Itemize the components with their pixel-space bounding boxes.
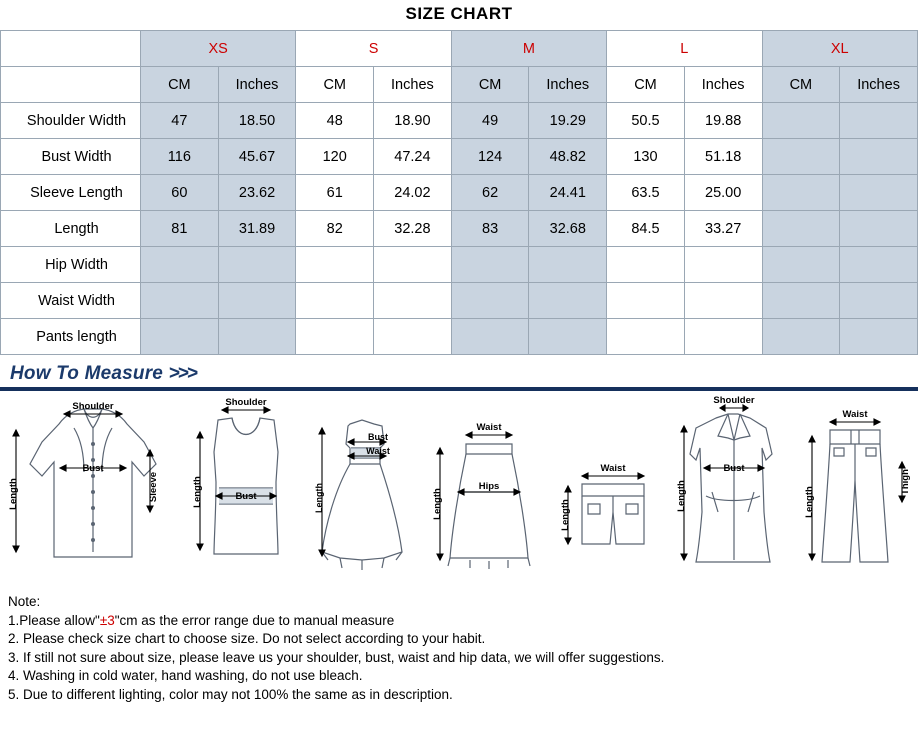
note-line: [8, 686, 918, 705]
table-cell: 51.18: [684, 139, 762, 175]
unit-header-m-cm: CM: [451, 67, 529, 103]
svg-text:Bust: Bust: [368, 432, 388, 442]
table-cell: 83: [451, 211, 529, 247]
table-cell: [451, 319, 529, 355]
table-cell: [840, 139, 918, 175]
table-cell: 25.00: [684, 175, 762, 211]
svg-text:Hips: Hips: [478, 481, 500, 492]
svg-text:Length: Length: [432, 488, 443, 520]
table-cell: 23.62: [218, 175, 296, 211]
table-row: [1, 247, 918, 283]
svg-text:Waist: Waist: [476, 422, 502, 433]
table-cell: [529, 283, 607, 319]
how-to-measure-text: How To Measure: [10, 363, 164, 384]
note-text: 4. Washing in cold water, hand washing, do not use bleach.: [8, 668, 363, 683]
table-cell: 120: [296, 139, 374, 175]
unit-header-s-inches: Inches: [374, 67, 452, 103]
figure-tank-top: [186, 392, 306, 587]
table-cell: 50.5: [607, 103, 685, 139]
table-cell: 130: [607, 139, 685, 175]
table-row: [1, 211, 918, 247]
table-cell: 116: [141, 139, 219, 175]
note-text: 1.Please allow": [8, 612, 100, 628]
svg-text:Length: Length: [560, 499, 571, 531]
figure-skirt: [426, 392, 544, 587]
table-cell: 33.27: [684, 211, 762, 247]
table-row: [1, 175, 918, 211]
table-row: [1, 139, 918, 175]
table-cell: [218, 319, 296, 355]
table-cell: 32.68: [529, 211, 607, 247]
table-cell: 32.28: [374, 211, 452, 247]
unit-header-xl-cm: CM: [762, 67, 840, 103]
size-header-s: S: [296, 31, 451, 67]
table-cell: [451, 283, 529, 319]
table-cell: [840, 211, 918, 247]
svg-text:Length: Length: [8, 478, 19, 510]
table-header-sizes: [1, 31, 918, 67]
figure-dress: [310, 392, 422, 587]
note-text: 3. If still not sure about size, please leave us your shoulder, bust, waist and hip data, we will offer suggestions.: [8, 649, 665, 665]
table-cell: 45.67: [218, 139, 296, 175]
svg-text:Shoulder: Shoulder: [713, 395, 755, 406]
how-to-measure-heading: [0, 363, 918, 385]
svg-text:Sleeve: Sleeve: [148, 471, 159, 503]
svg-text:Bust: Bust: [235, 491, 257, 502]
note-line: [8, 612, 918, 631]
row-label: Bust Width: [1, 139, 141, 175]
arrows-icon: >>>: [168, 363, 196, 384]
svg-text:Length: Length: [314, 483, 324, 513]
note-text: 2. Please check size chart to choose size. Do not select according to your habit.: [8, 631, 486, 646]
svg-text:Bust: Bust: [723, 463, 745, 474]
table-cell: [141, 283, 219, 319]
table-cell: [529, 319, 607, 355]
table-cell: 47: [141, 103, 219, 139]
row-label: Sleeve Length: [1, 175, 141, 211]
table-cell: [607, 247, 685, 283]
table-cell: [374, 247, 452, 283]
table-cell: [762, 283, 840, 319]
table-unit-corner-cell: [1, 67, 141, 103]
table-cell: 24.41: [529, 175, 607, 211]
unit-header-s-cm: CM: [296, 67, 374, 103]
table-cell: [296, 319, 374, 355]
measure-figures: [0, 391, 918, 587]
size-header-m: M: [451, 31, 606, 67]
note-line: [8, 667, 918, 686]
table-cell: [762, 247, 840, 283]
table-cell: 24.02: [374, 175, 452, 211]
table-cell: [684, 247, 762, 283]
note-line: [8, 649, 918, 668]
unit-header-m-inches: Inches: [529, 67, 607, 103]
table-cell: 31.89: [218, 211, 296, 247]
table-cell: 49: [451, 103, 529, 139]
table-cell: [762, 103, 840, 139]
table-cell: 62: [451, 175, 529, 211]
note-text: 5. Due to different lighting, color may not 100% the same as in description.: [8, 686, 453, 702]
unit-header-xs-cm: CM: [141, 67, 219, 103]
svg-text:Waist: Waist: [842, 409, 868, 420]
table-cell: 81: [141, 211, 219, 247]
table-header-units: [1, 67, 918, 103]
unit-header-xs-inches: Inches: [218, 67, 296, 103]
table-cell: [529, 247, 607, 283]
table-cell: [607, 319, 685, 355]
row-label: Waist Width: [1, 283, 141, 319]
table-cell: [840, 247, 918, 283]
note-text-tail: "cm as the error range due to manual measure: [114, 612, 395, 628]
table-cell: 18.90: [374, 103, 452, 139]
size-chart-table: [0, 30, 918, 355]
figure-blouse: [4, 392, 182, 587]
svg-text:Waist: Waist: [366, 446, 390, 456]
table-cell: [374, 283, 452, 319]
svg-text:Length: Length: [804, 486, 815, 518]
table-cell: [762, 211, 840, 247]
table-cell: [840, 103, 918, 139]
svg-text:Thigh: Thigh: [900, 469, 911, 495]
svg-text:Length: Length: [192, 476, 203, 508]
unit-header-xl-inches: Inches: [840, 67, 918, 103]
row-label: Pants length: [1, 319, 141, 355]
table-cell: [218, 247, 296, 283]
table-cell: [762, 139, 840, 175]
table-cell: 61: [296, 175, 374, 211]
table-cell: [296, 283, 374, 319]
table-cell: [607, 283, 685, 319]
table-cell: 48: [296, 103, 374, 139]
table-cell: [141, 247, 219, 283]
table-cell: [296, 247, 374, 283]
table-cell: [141, 319, 219, 355]
size-header-l: L: [607, 31, 762, 67]
note-line: [8, 630, 918, 649]
table-cell: [840, 319, 918, 355]
table-cell: [840, 283, 918, 319]
figure-shorts: [548, 392, 668, 587]
table-row: [1, 283, 918, 319]
table-cell: 19.29: [529, 103, 607, 139]
figure-coat: [672, 392, 792, 587]
table-cell: 48.82: [529, 139, 607, 175]
table-cell: 82: [296, 211, 374, 247]
table-cell: [451, 247, 529, 283]
note-highlight: ±3: [99, 612, 115, 628]
row-label: Shoulder Width: [1, 103, 141, 139]
size-header-xl: XL: [762, 31, 918, 67]
table-cell: [374, 319, 452, 355]
table-cell: 18.50: [218, 103, 296, 139]
table-row: [1, 319, 918, 355]
table-cell: 63.5: [607, 175, 685, 211]
table-cell: 19.88: [684, 103, 762, 139]
table-cell: [218, 283, 296, 319]
row-label: Hip Width: [1, 247, 141, 283]
table-cell: 60: [141, 175, 219, 211]
table-cell: 84.5: [607, 211, 685, 247]
svg-text:Bust: Bust: [82, 463, 104, 474]
table-row: [1, 103, 918, 139]
table-cell: 124: [451, 139, 529, 175]
table-cell: 47.24: [374, 139, 452, 175]
table-corner-cell: [1, 31, 141, 67]
notes-heading: Note:: [8, 594, 41, 609]
row-label: Length: [1, 211, 141, 247]
table-cell: [840, 175, 918, 211]
figure-pants: [796, 392, 914, 587]
table-cell: [684, 283, 762, 319]
svg-text:Shoulder: Shoulder: [72, 401, 114, 412]
svg-text:Waist: Waist: [600, 463, 626, 474]
table-cell: [762, 319, 840, 355]
unit-header-l-inches: Inches: [684, 67, 762, 103]
table-cell: [762, 175, 840, 211]
size-header-xs: XS: [141, 31, 296, 67]
page-title: SIZE CHART: [405, 4, 513, 23]
table-cell: [684, 319, 762, 355]
svg-text:Shoulder: Shoulder: [225, 397, 267, 408]
svg-text:Length: Length: [676, 480, 687, 512]
notes-section: [0, 587, 918, 704]
unit-header-l-cm: CM: [607, 67, 685, 103]
